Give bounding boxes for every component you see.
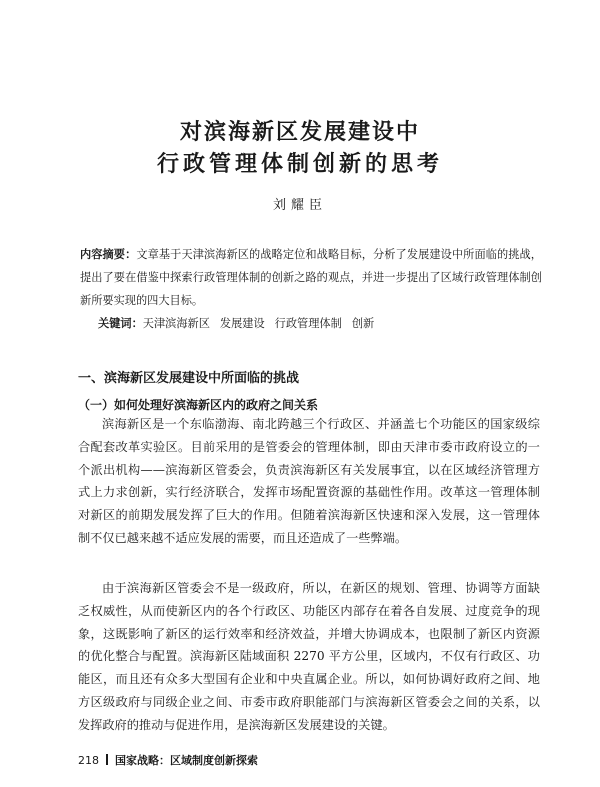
author-name: 刘耀臣	[272, 198, 327, 213]
abstract	[80, 243, 542, 312]
article-title-line-2: 行政管理体制创新的思考	[156, 151, 443, 177]
article-title-line-1: 对滨海新区发展建设中	[179, 119, 420, 145]
keyword: 行政管理体制	[274, 317, 342, 330]
journal-name: 国家战略：区域制度创新探索	[115, 754, 258, 767]
section-heading: 一、滨海新区发展建设中所面临的挑战	[78, 371, 300, 386]
page-number: 218	[78, 754, 99, 767]
body-paragraph: 滨海新区是一个东临渤海、南北跨越三个行政区、并涵盖七个功能区的国家级综合配套改革实验区。目前采用的是管委会的管理体制，即由天津市委市政府设立的一个派出机构——滨海新区管委会，负责滨海新区有关发展事宜，以在区域经济管理方式上力求创新，实行经济联合，发挥市场配置资源的基础性作用。改革这一管理体制对新区的前期发展发挥了巨大的作用。但随着滨海新区快速和深入发展，这一管理体制不仅已越来越不适应发展的需要，而且还造成了一些弊端。	[78, 417, 540, 545]
keywords-label: 关键词：	[98, 316, 143, 330]
keyword: 发展建设	[219, 317, 265, 330]
subsection-heading: （一）如何处理好滨海新区内的政府之间关系	[78, 398, 319, 412]
footer-divider	[106, 754, 108, 765]
page-footer	[78, 752, 258, 768]
keywords	[98, 313, 542, 334]
abstract-label: 内容摘要：	[80, 247, 137, 261]
keyword: 天津滨海新区	[142, 317, 210, 330]
keyword: 创新	[351, 317, 375, 330]
abstract-text: 文章基于天津滨海新区的战略定位和战略目标，分析了发展建设中所面临的挑战，提出了要在借鉴中探索行政管理体制的创新之路的观点，并进一步提出了区域行政管理体制创新所要实现的四大目标。	[80, 248, 542, 307]
body-paragraph: 由于滨海新区管委会不是一级政府，所以，在新区的规划、管理、协调等方面缺乏权威性，从而使新区内的各个行政区、功能区内部存在着各自发展、过度竞争的现象，这既影响了新区的运行效率和经济效益，并增大协调成本，也限制了新区内资源的优化整合与配置。滨海新区陆域面积 2270 平方公里，区域内，不仅有行政区、功能区，而且还有众多大型国有企业和中央直属企业。所以，如何协调好政府之间、地方区级政府与同级企业之间、市委市政府职能部门与滨海新区管委会之间的关系，以发挥政府的推动与促进作用，是滨海新区发展建设的关键。	[78, 581, 540, 732]
